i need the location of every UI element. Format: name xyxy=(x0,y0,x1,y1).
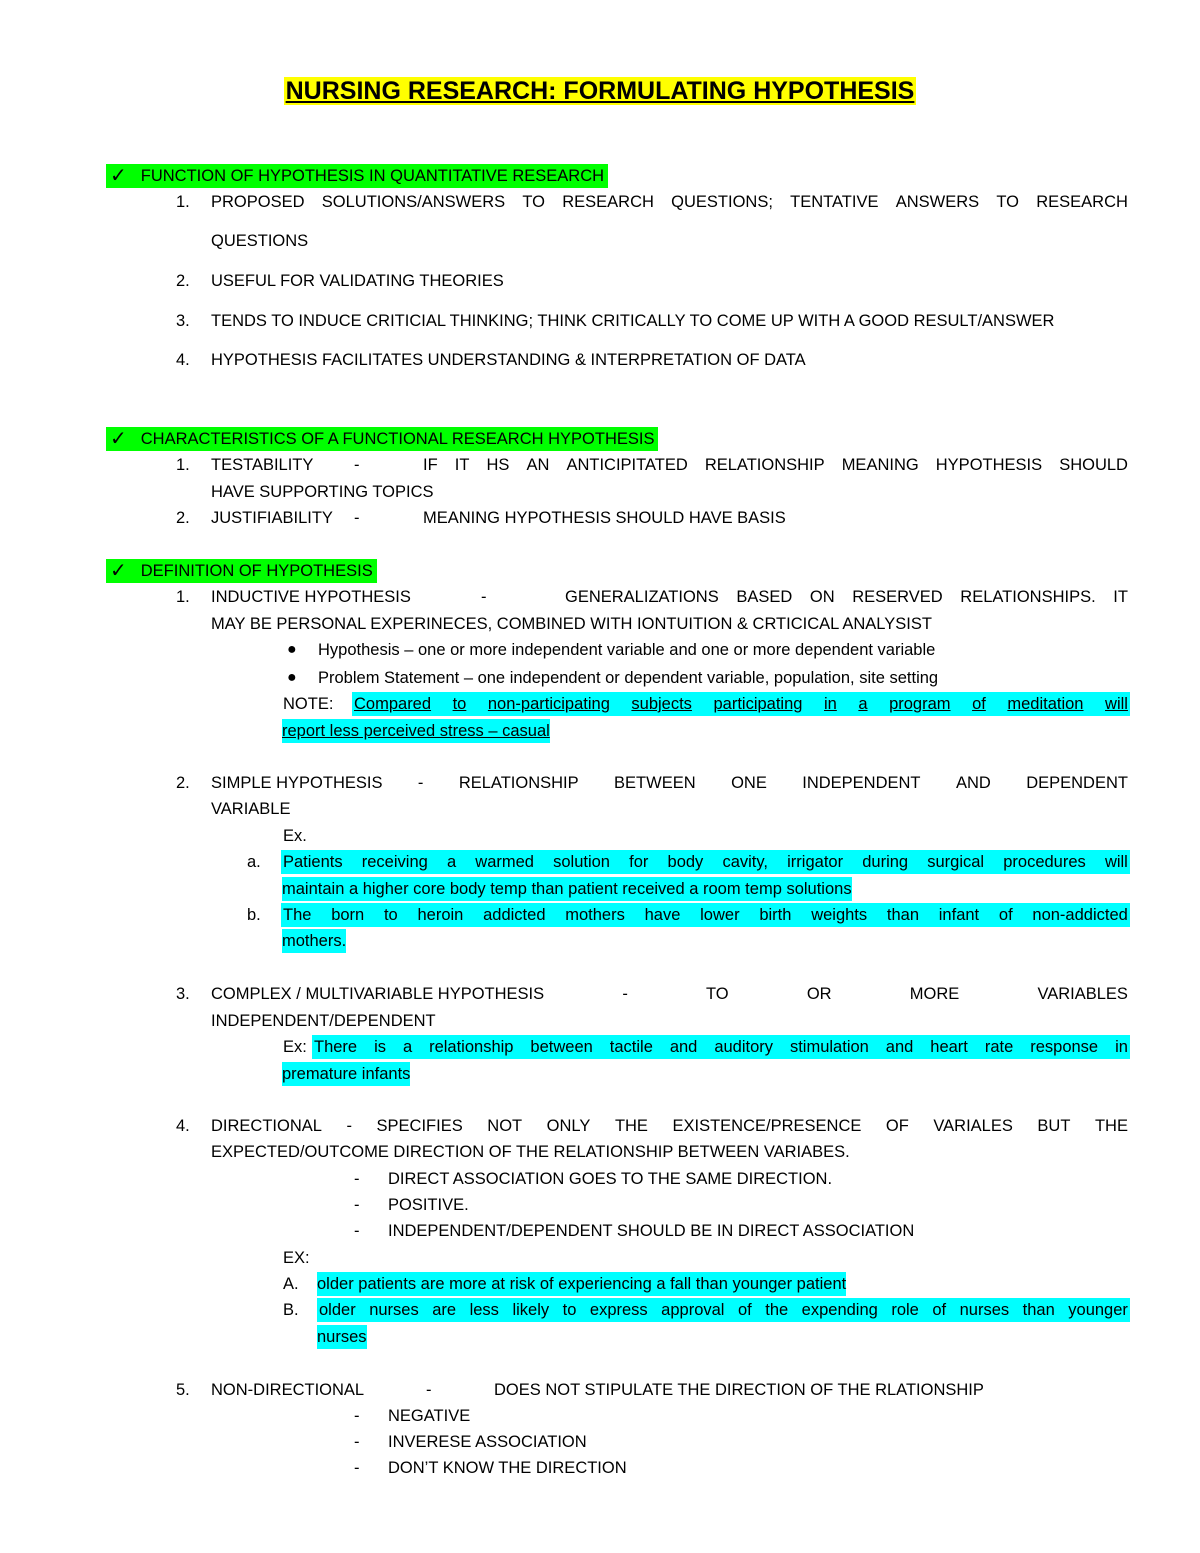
word: TO xyxy=(996,193,1019,211)
word: IT xyxy=(1113,588,1128,606)
dash-bullet: - xyxy=(354,1196,360,1214)
word: TO xyxy=(706,985,729,1003)
word: SIMPLE HYPOTHESIS xyxy=(211,774,383,792)
word: RESEARCH xyxy=(562,193,654,211)
word: of xyxy=(998,906,1013,924)
word: solution xyxy=(553,853,610,871)
example-letter: B. xyxy=(283,1301,299,1319)
bullet-item: Problem Statement – one independent or dependent variable, population, site setting xyxy=(318,669,939,687)
word: AN xyxy=(526,456,550,474)
word: rate xyxy=(984,1038,1014,1056)
word: DIRECTIONAL xyxy=(211,1117,322,1135)
note-label: NOTE: xyxy=(283,695,334,713)
dash-bullet: - xyxy=(354,1170,360,1188)
word: older xyxy=(319,1301,356,1319)
example-line: older patients are more at risk of experiencing a fall than younger patient xyxy=(317,1272,846,1296)
word: HS xyxy=(486,456,510,474)
list-item: TENDS TO INDUCE CRITICIAL THINKING; THINK CRITICALLY TO COME UP WITH A GOOD RESULT/ANSWER xyxy=(211,312,1055,330)
dash-item: POSITIVE. xyxy=(388,1196,469,1214)
word: RESEARCH xyxy=(1036,193,1128,211)
example-label: Ex. xyxy=(283,827,307,845)
word: infant xyxy=(938,906,980,924)
word: a xyxy=(858,695,868,713)
checkmark-icon: ✓ xyxy=(110,428,127,450)
word: for xyxy=(629,853,649,871)
word: OR xyxy=(806,985,832,1003)
note-line xyxy=(354,692,1128,716)
word: and xyxy=(885,1038,914,1056)
word: heart xyxy=(930,1038,968,1056)
word: - xyxy=(417,774,424,792)
word: to xyxy=(383,906,398,924)
bullet-icon: ● xyxy=(287,669,297,686)
example-letter: b. xyxy=(247,906,261,924)
word: COMPLEX / MULTIVARIABLE HYPOTHESIS xyxy=(211,985,545,1003)
word: AND xyxy=(955,774,991,792)
page-title: NURSING RESEARCH: FORMULATING HYPOTHESIS xyxy=(285,77,915,105)
list-number: 2. xyxy=(176,272,190,290)
word: BUT xyxy=(1037,1117,1071,1135)
word: weights xyxy=(811,906,868,924)
word: response xyxy=(1030,1038,1099,1056)
word: body xyxy=(667,853,704,871)
list-number: 2. xyxy=(176,509,190,527)
word: THE xyxy=(614,1117,648,1135)
dash-item: DON’T KNOW THE DIRECTION xyxy=(388,1459,627,1477)
word: birth xyxy=(759,906,792,924)
word: IF xyxy=(423,456,438,474)
section-heading-function: ✓ FUNCTION OF HYPOTHESIS IN QUANTITATIVE RESEARCH xyxy=(106,164,608,188)
term: INDUCTIVE HYPOTHESIS xyxy=(211,588,411,606)
word: relationship xyxy=(429,1038,514,1056)
list-item-line xyxy=(211,982,1128,1006)
term: NON-DIRECTIONAL xyxy=(211,1381,365,1399)
list-item: HYPOTHESIS FACILITATES UNDERSTANDING & INTERPRETATION OF DATA xyxy=(211,351,806,369)
dash-bullet: - xyxy=(354,1222,360,1240)
dash-bullet: - xyxy=(354,1459,360,1477)
word: OF xyxy=(885,1117,909,1135)
list-item-line: EXPECTED/OUTCOME DIRECTION OF THE RELATIONSHIP BETWEEN VARIABES. xyxy=(211,1143,850,1161)
word: TO xyxy=(522,193,545,211)
word: non-addicted xyxy=(1032,906,1128,924)
word: INDEPENDENT xyxy=(802,774,921,792)
word: - xyxy=(346,1117,352,1135)
word: in xyxy=(823,695,837,713)
word: in xyxy=(1115,1038,1128,1056)
word: There xyxy=(314,1038,358,1056)
word: RELATIONSHIP xyxy=(458,774,579,792)
list-number: 1. xyxy=(176,456,190,474)
word: heroin xyxy=(417,906,464,924)
word: between xyxy=(530,1038,593,1056)
example-label: EX: xyxy=(283,1249,310,1267)
bullet-icon: ● xyxy=(287,641,297,658)
word: ON xyxy=(809,588,835,606)
list-number: 1. xyxy=(176,193,190,211)
word: QUESTIONS; xyxy=(671,193,773,211)
example-line xyxy=(319,1298,1128,1322)
word: approval xyxy=(661,1301,725,1319)
separator-dash: - xyxy=(481,588,487,606)
example-letter: A. xyxy=(283,1275,299,1293)
word: warmed xyxy=(475,853,534,871)
example-line xyxy=(283,850,1128,874)
word: ONE xyxy=(731,774,767,792)
list-number: 1. xyxy=(176,588,190,606)
word: BASED xyxy=(736,588,793,606)
list-item: USEFUL FOR VALIDATING THEORIES xyxy=(211,272,504,290)
word: is xyxy=(374,1038,386,1056)
word: RESERVED xyxy=(852,588,943,606)
list-item: DOES NOT STIPULATE THE DIRECTION OF THE RLATIONSHIP xyxy=(494,1381,984,1399)
note-line: report less perceived stress – casual xyxy=(282,719,550,743)
dash-item: INDEPENDENT/DEPENDENT SHOULD BE IN DIRECT ASSOCIATION xyxy=(388,1222,915,1240)
word: receiving xyxy=(361,853,428,871)
example-line xyxy=(314,1035,1128,1059)
list-item-line: MAY BE PERSONAL EXPERINECES, COMBINED WITH IONTUITION & CRTICICAL ANALYSIST xyxy=(211,615,932,633)
word: and xyxy=(669,1038,698,1056)
word: of xyxy=(932,1301,947,1319)
list-item-line: INDEPENDENT/DEPENDENT xyxy=(211,1012,436,1030)
word: NOT xyxy=(487,1117,523,1135)
word: MORE xyxy=(909,985,960,1003)
bullet-item: Hypothesis – one or more independent variable and one or more dependent variable xyxy=(318,641,936,659)
separator-dash: - xyxy=(354,456,360,474)
list-number: 4. xyxy=(176,1117,190,1135)
word: surgical xyxy=(927,853,985,871)
word: than xyxy=(1022,1301,1055,1319)
word: than xyxy=(886,906,920,924)
word: nurses xyxy=(369,1301,419,1319)
word: a xyxy=(446,853,457,871)
word: - xyxy=(622,985,628,1003)
list-number: 5. xyxy=(176,1381,190,1399)
list-item-line xyxy=(211,190,1128,214)
example-letter: a. xyxy=(247,853,261,871)
word: ONLY xyxy=(546,1117,591,1135)
list-item-line xyxy=(565,585,1128,609)
word: SHOULD xyxy=(1059,456,1128,474)
word: less xyxy=(469,1301,499,1319)
list-item-line: QUESTIONS xyxy=(211,232,309,250)
word: HYPOTHESIS xyxy=(935,456,1043,474)
word: program xyxy=(889,695,951,713)
word: of xyxy=(737,1301,752,1319)
word: MEANING xyxy=(841,456,919,474)
list-item-line xyxy=(423,453,1128,477)
word: younger xyxy=(1068,1301,1128,1319)
word: IT xyxy=(454,456,470,474)
word: of xyxy=(972,695,986,713)
word: during xyxy=(862,853,909,871)
list-number: 3. xyxy=(176,985,190,1003)
term: JUSTIFIABILITY xyxy=(211,509,333,527)
word: to xyxy=(452,695,467,713)
word: The xyxy=(283,906,312,924)
example-label: Ex: xyxy=(283,1038,307,1056)
section-heading-characteristics: ✓ CHARACTERISTICS OF A FUNCTIONAL RESEARCH HYPOTHESIS xyxy=(106,427,658,451)
list-number: 2. xyxy=(176,774,190,792)
word: auditory xyxy=(714,1038,774,1056)
word: PROPOSED xyxy=(211,193,305,211)
word: stimulation xyxy=(789,1038,869,1056)
word: RELATIONSHIP xyxy=(704,456,825,474)
word: procedures xyxy=(1003,853,1086,871)
word: Patients xyxy=(283,853,343,871)
word: ANTICIPITATED xyxy=(566,456,688,474)
word: ANSWERS xyxy=(895,193,980,211)
list-item-line xyxy=(211,771,1128,795)
word: participating xyxy=(713,695,803,713)
word: Compared xyxy=(354,695,432,713)
example-line: nurses xyxy=(317,1325,367,1349)
word: BETWEEN xyxy=(614,774,696,792)
list-number: 4. xyxy=(176,351,190,369)
word: GENERALIZATIONS xyxy=(565,588,719,606)
dash-item: NEGATIVE xyxy=(388,1407,471,1425)
dash-bullet: - xyxy=(354,1433,360,1451)
word: to xyxy=(562,1301,577,1319)
term: TESTABILITY xyxy=(211,456,314,474)
word: the xyxy=(765,1301,789,1319)
word: will xyxy=(1104,853,1128,871)
list-item: MEANING HYPOTHESIS SHOULD HAVE BASIS xyxy=(423,509,786,527)
word: will xyxy=(1105,695,1128,713)
word: tactile xyxy=(609,1038,653,1056)
word: nurses xyxy=(959,1301,1010,1319)
word: non-participating xyxy=(487,695,610,713)
checkmark-icon: ✓ xyxy=(110,560,127,582)
dash-bullet: - xyxy=(354,1407,360,1425)
checkmark-icon: ✓ xyxy=(110,165,127,187)
word: VARIALES xyxy=(933,1117,1013,1135)
word: DEPENDENT xyxy=(1026,774,1128,792)
word: mothers xyxy=(565,906,625,924)
dash-item: DIRECT ASSOCIATION GOES TO THE SAME DIRECTION. xyxy=(388,1170,833,1188)
word: express xyxy=(589,1301,648,1319)
word: irrigator xyxy=(787,853,844,871)
example-line: mothers. xyxy=(282,929,346,953)
list-item-line: VARIABLE xyxy=(211,800,291,818)
word: RELATIONSHIPS. xyxy=(960,588,1096,606)
word: role xyxy=(891,1301,919,1319)
word: born xyxy=(331,906,365,924)
word: cavity, xyxy=(722,853,768,871)
separator-dash: - xyxy=(354,509,360,527)
word: THE xyxy=(1094,1117,1128,1135)
word: lower xyxy=(700,906,740,924)
list-item-line xyxy=(211,1114,1128,1138)
section-heading-definition: ✓ DEFINITION OF HYPOTHESIS xyxy=(106,559,377,583)
example-line: premature infants xyxy=(282,1062,410,1086)
example-line: maintain a higher core body temp than patient received a room temp solutions xyxy=(282,877,852,901)
word: SPECIFIES xyxy=(376,1117,463,1135)
word: EXISTENCE/PRESENCE xyxy=(672,1117,862,1135)
word: SOLUTIONS/ANSWERS xyxy=(321,193,506,211)
word: meditation xyxy=(1007,695,1084,713)
word: TENTATIVE xyxy=(790,193,879,211)
word: subjects xyxy=(631,695,692,713)
word: are xyxy=(432,1301,457,1319)
word: a xyxy=(402,1038,413,1056)
example-line xyxy=(283,903,1128,927)
list-number: 3. xyxy=(176,312,190,330)
word: addicted xyxy=(483,906,546,924)
word: VARIABLES xyxy=(1037,985,1128,1003)
list-item-line: HAVE SUPPORTING TOPICS xyxy=(211,483,434,501)
word: likely xyxy=(512,1301,550,1319)
word: expending xyxy=(801,1301,878,1319)
dash-item: INVERESE ASSOCIATION xyxy=(388,1433,587,1451)
word: have xyxy=(644,906,681,924)
separator-dash: - xyxy=(426,1381,432,1399)
